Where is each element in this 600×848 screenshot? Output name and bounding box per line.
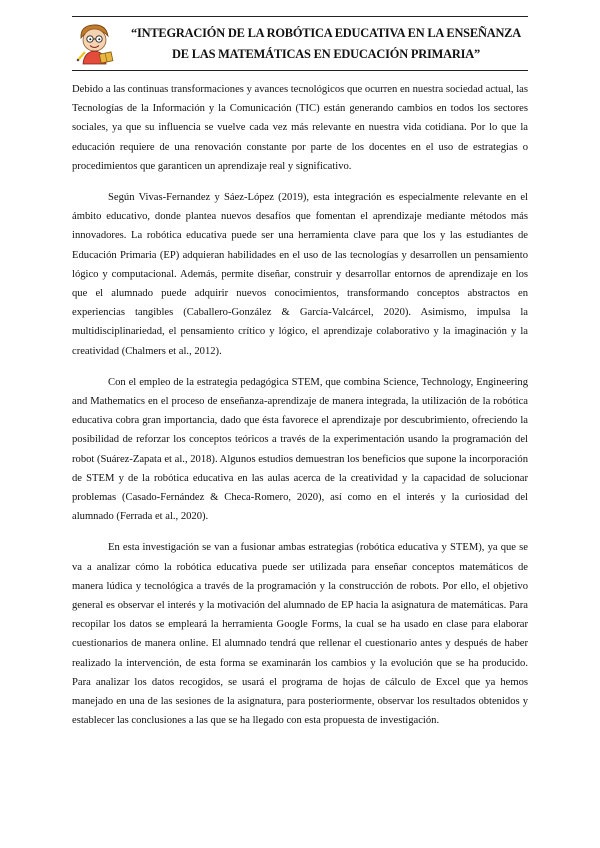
cartoon-student-icon (72, 20, 118, 66)
title-line-1: “INTEGRACIÓN DE LA ROBÓTICA EDUCATIVA EN LA ENSEÑANZA (131, 26, 521, 40)
page-header (72, 14, 528, 72)
document-title (124, 23, 528, 65)
paragraph-1: Debido a las continuas transformaciones y avances tecnológicos que ocurren en nuestra sociedad actual, las Tecnologías de la Información y la Comunicación (TIC) están generando cambios en todos los sectores sociales, ya que su influencia se vuelve cada vez más relevante en nuestra vida cotidiana. Por lo que la educación requiere de una renovación constante por parte de los docentes en el uso de estrategias o procedimientos que garanticen un aprendizaje real y significativo. (72, 84, 528, 172)
header-top-rule (72, 16, 528, 17)
paragraph-4: En esta investigación se van a fusionar ambas estrategias (robótica educativa y STEM), ya que se va a analizar cómo la robótica educativa puede ser utilizada para enseñar conceptos matemáticos de manera lúdica y tecnológica a través de la programación y la construcción de robots. Por ello, el objetivo general es observar el interés y la motivación del alumnado de EP hacia la asignatura de matemáticas. Para recopilar los datos se empleará la herramienta Google Forms, la cual se ha usado en clase para elaborar cuestionarios de manera online. El alumnado tendrá que rellenar el cuestionario antes y después de haber realizado la intervención, de esta forma se examinarán los cambios y la evolución que se ha producido. Para analizar los datos recogidos, se usará el programa de hojas de cálculo de Excel que ya hemos manejado en una de las sesiones de la asignatura, para posteriormente, observar los resultados obtenidos y establecer las conclusiones a las que se ha llegado con esta propuesta de investigación. (72, 542, 528, 727)
paragraph-3: Con el empleo de la estrategia pedagógica STEM, que combina Science, Technology, Engineering and Mathematics en el proceso de enseñanza-aprendizaje de manera integrada, la utilización de la robótica educativa cobra gran importancia, dado que ésta favorece el aprendizaje por descubrimiento, ofreciendo la posibilidad de reforzar los conceptos teóricos a través de la experimentación usando la programación del robot (Suárez-Zapata et al., 2018). Algunos estudios demuestran los beneficios que supone la incorporación de STEM y de la robótica educativa en las aulas acerca de la creatividad y la capacidad de solucionar problemas (Casado-Fernández & Checa-Romero, 2020), así como en el interés y la curiosidad del alumnado (Ferrada et al., 2020). (72, 376, 528, 523)
header-bottom-rule (72, 70, 528, 71)
paragraph-2: Según Vivas-Fernandez y Sáez-López (2019), esta integración es especialmente relevante en el ámbito educativo, donde plantea nuevos desafíos que fomentan el aprendizaje mediante métodos más innovadores. La robótica educativa puede ser una herramienta clave para que los y las estudiantes de Educación Primaria (EP) adquieran habilidades en el uso de las tecnologías y desarrollen un pensamiento lógico y computacional. Además, permite diseñar, construir y desarrollar entornos de aprendizaje en los que el alumnado puede adquirir nuevos conocimientos, transformando conceptos abstractos en experiencias tangibles (Caballero-González & García-Valcárcel, 2020). Asimismo, impulsa la multidisciplinariedad, el pensamiento crítico y lógico, el aprendizaje colaborativo y la imaginación y la creatividad (Chalmers et al., 2012). (72, 192, 528, 357)
document-body (72, 80, 528, 743)
title-line-2: DE LAS MATEMÁTICAS EN EDUCACIÓN PRIMARIA” (172, 47, 480, 61)
